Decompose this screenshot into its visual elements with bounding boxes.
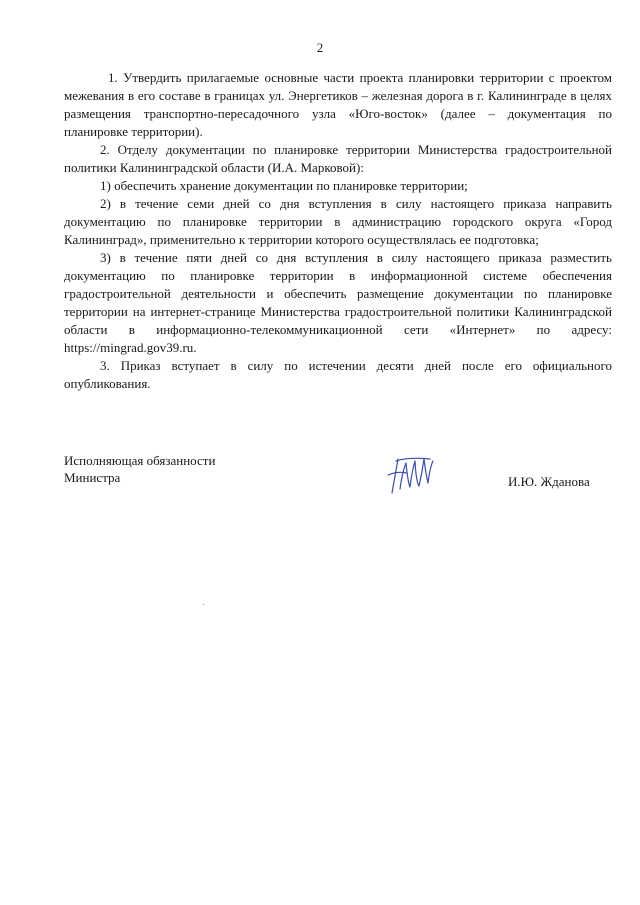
signer-position-line2: Министра <box>64 470 121 485</box>
paragraph-task-storage: 1) обеспечить хранение документации по планировке территории; <box>100 178 468 193</box>
scan-speck <box>203 604 204 605</box>
paragraph-task-send: 2) в течение семи дней со дня вступления в силу настоящего приказа направить документацию по планировке территории в администрацию городского округа «Город Калининград», применительно к территории которого осуществлялась ее подготовка; <box>64 196 612 247</box>
paragraph-effective-date: 3. Приказ вступает в силу по истечении десяти дней после его официального опубликования. <box>64 358 612 391</box>
paragraph-task-publish: 3) в течение пяти дней со дня вступления в силу настоящего приказа разместить документацию по планировке территории в информационной системе обеспечения градостроительной деятельности и обеспечить размещение документации по планировке территории на интернет-странице Министерства градостроительной политики Калининградской области в информационно-телекоммуникационной сети «Интернет» по адресу: https://mingrad.gov39.ru. <box>64 250 612 355</box>
page-number: 2 <box>316 40 324 55</box>
signer-position-line1: Исполняющая обязанности <box>64 453 216 468</box>
signer-position <box>64 452 215 486</box>
paragraph-approve: 1. Утвердить прилагаемые основные части проекта планировки территории с проектом межевания в его составе в границах ул. Энергетиков – железная дорога в г. Калининграде в целях размещения транспортно-пересадочного узла «Юго-восток» (далее – документация по планировке территории). <box>64 70 612 139</box>
handwritten-signature <box>384 453 436 497</box>
signer-name: И.Ю. Жданова <box>508 474 590 489</box>
paragraph-department-tasks: 2. Отделу документации по планировке территории Министерства градостроительной политики Калининградской области (И.А. Марковой): <box>64 142 612 175</box>
document-body <box>64 69 612 393</box>
